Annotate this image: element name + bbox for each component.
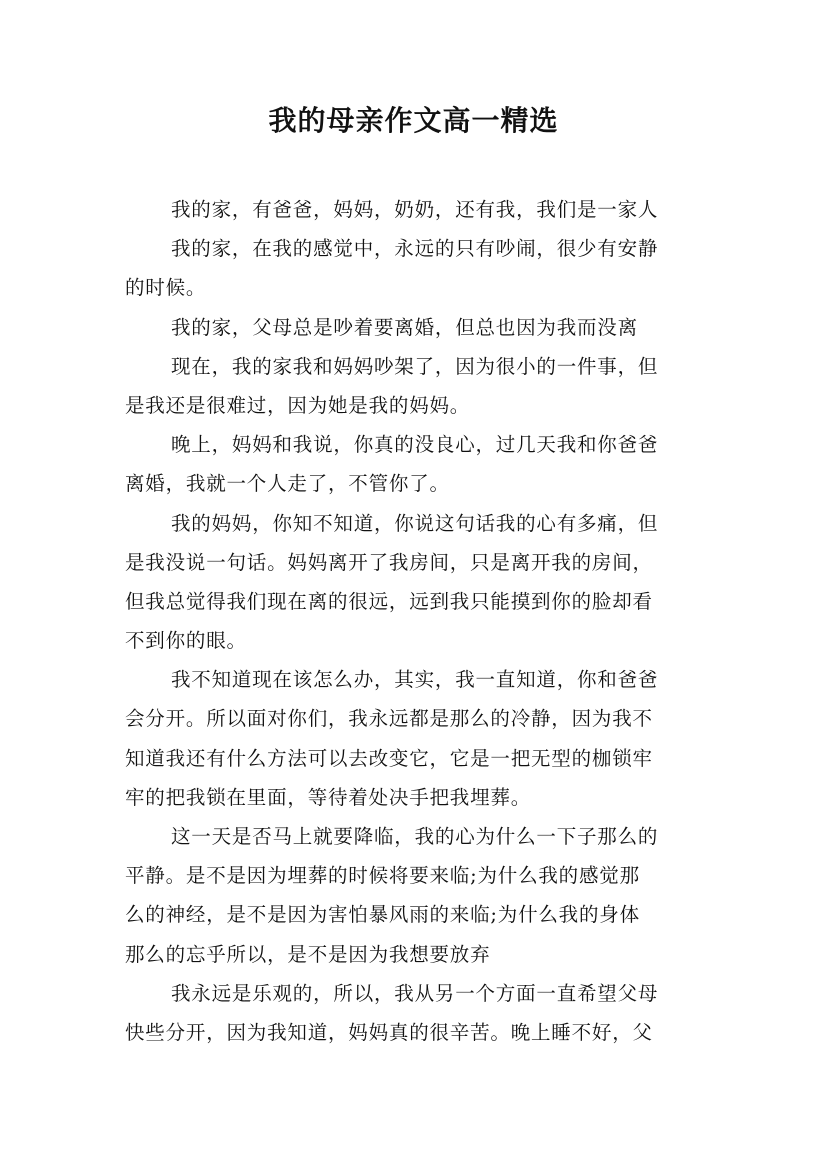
paragraph-line: 晚上，妈妈和我说，你真的没良心，过几天我和你爸爸 (171, 433, 659, 457)
paragraph-line: 我的家，有爸爸，妈妈，奶奶，还有我，我们是一家人 (171, 198, 659, 221)
document-title: 我的母亲作文高一精选 (268, 104, 559, 137)
paragraph-line: 不到你的眼。 (125, 629, 247, 653)
paragraph-line: 我不知道现在该怎么办，其实，我一直知道，你和爸爸 (171, 668, 659, 692)
paragraph-line: 我的家，在我的感觉中，永远的只有吵闹，很少有安静 (171, 237, 659, 261)
paragraph-line: 这一天是否马上就要降临，我的心为什么一下子那么的 (171, 825, 659, 848)
paragraph-line: 么的神经，是不是因为害怕暴风雨的来临;为什么我的身体 (125, 903, 640, 927)
paragraph-line: 离婚，我就一个人走了，不管你了。 (125, 472, 450, 496)
paragraph-line: 是我还是很难过，因为她是我的妈妈。 (125, 393, 471, 417)
paragraph-line: 会分开。所以面对你们，我永远都是那么的冷静，因为我不 (125, 707, 653, 731)
paragraph-line: 平静。是不是因为埋葬的时候将要来临;为什么我的感觉那 (125, 864, 640, 888)
paragraph-line: 快些分开，因为我知道，妈妈真的很辛苦。晚上睡不好，父 (125, 1020, 653, 1044)
paragraph-line: 我永远是乐观的，所以，我从另一个方面一直希望父母 (171, 981, 659, 1005)
paragraph-line: 现在，我的家我和妈妈吵架了，因为很小的一件事，但 (171, 354, 659, 378)
paragraph-line: 但我总觉得我们现在离的很远，远到我只能摸到你的脸却看 (125, 589, 653, 613)
paragraph-line: 知道我还有什么方法可以去改变它，它是一把无型的枷锁牢 (125, 746, 653, 770)
paragraph-line: 牢的把我锁在里面，等待着处决手把我埋葬。 (125, 785, 532, 809)
paragraph-line: 是我没说一句话。妈妈离开了我房间，只是离开我的房间， (125, 550, 653, 574)
paragraph-line: 我的家，父母总是吵着要离婚，但总也因为我而没离 (171, 315, 638, 339)
paragraph-line: 的时候。 (125, 276, 207, 300)
paragraph-line: 我的妈妈，你知不知道，你说这句话我的心有多痛，但 (171, 511, 659, 535)
paragraph-line: 那么的忘乎所以，是不是因为我想要放弃 (125, 942, 491, 966)
document-body (125, 190, 705, 1052)
